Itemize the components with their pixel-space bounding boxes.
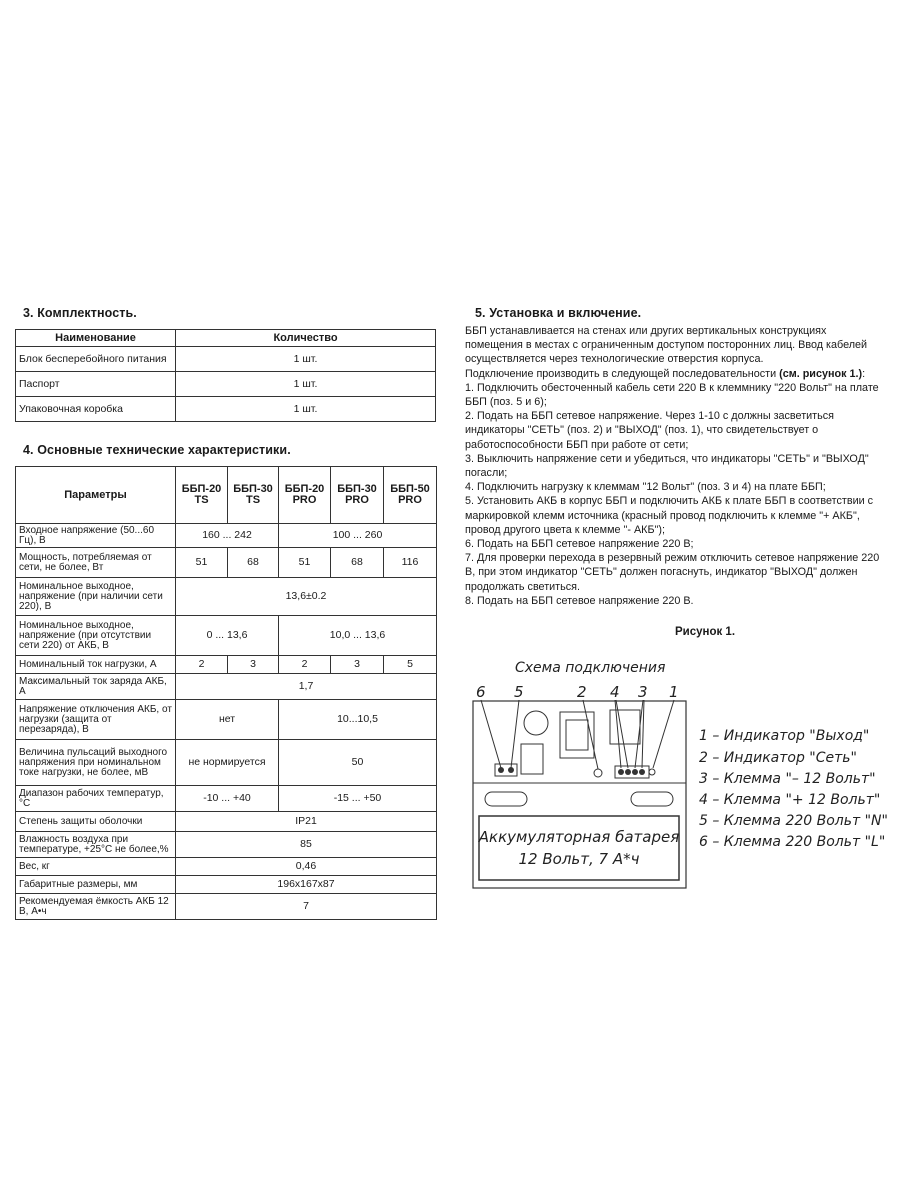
capacitor-shape bbox=[524, 711, 548, 735]
callout-3: 3 bbox=[638, 683, 648, 701]
table-row bbox=[16, 674, 437, 700]
terminal-screw bbox=[639, 769, 645, 775]
item-qty: 1 шт. bbox=[176, 397, 436, 422]
leader-line bbox=[511, 700, 519, 768]
battery-label-line1: Аккумуляторная батарея bbox=[478, 828, 680, 846]
param-value: IP21 bbox=[176, 812, 437, 832]
component-shape bbox=[521, 744, 543, 774]
header-name: Наименование bbox=[16, 330, 176, 347]
indicator-network bbox=[594, 769, 602, 777]
param-value: 2 bbox=[279, 656, 331, 674]
table-row bbox=[16, 372, 436, 397]
header-model: ББП-30 PRO bbox=[331, 467, 384, 524]
cable-slot bbox=[631, 792, 673, 806]
figure-reference: (см. рисунок 1.) bbox=[779, 367, 863, 380]
legend-item: 3 – Клемма "– 12 Вольт" bbox=[699, 771, 876, 787]
tech-table bbox=[15, 466, 437, 920]
leader-line bbox=[653, 700, 674, 768]
param-value: нет bbox=[176, 700, 279, 740]
param-value: 50 bbox=[279, 740, 437, 786]
param-name: Максимальный ток заряда АКБ, А bbox=[16, 674, 176, 700]
table-row bbox=[16, 894, 437, 920]
param-value: 51 bbox=[176, 548, 228, 578]
transformer-core-shape bbox=[566, 720, 588, 750]
table-row bbox=[16, 832, 437, 858]
install-intro: ББП устанавливается на стенах или других вертикальных конструкциях помещения в местах с ограниченным доступом посторонних лиц. Ввод кабелей осуществляется через технологические отверстия корпуса. bbox=[465, 325, 868, 366]
header-qty: Количество bbox=[176, 330, 436, 347]
table-row bbox=[16, 524, 437, 548]
header-model: ББП-20 TS bbox=[176, 467, 228, 524]
item-name: Упаковочная коробка bbox=[16, 397, 176, 422]
callout-2: 2 bbox=[577, 683, 587, 701]
param-name: Габаритные размеры, мм bbox=[16, 876, 176, 894]
param-value: 160 ... 242 bbox=[176, 524, 279, 548]
param-value: 3 bbox=[228, 656, 279, 674]
table-row bbox=[16, 548, 437, 578]
param-name: Номинальное выходное, напряжение (при наличии сети 220), В bbox=[16, 578, 176, 616]
install-step: 3. Выключить напряжение сети и убедиться, что индикаторы "СЕТЬ" и "ВЫХОД" погасли; bbox=[465, 452, 869, 480]
terminal-screw bbox=[632, 769, 638, 775]
component-shape bbox=[610, 710, 640, 744]
param-value: 85 bbox=[176, 832, 437, 858]
param-name: Диапазон рабочих температур, °С bbox=[16, 786, 176, 812]
param-value: 116 bbox=[384, 548, 437, 578]
param-value: 100 ... 260 bbox=[279, 524, 437, 548]
param-value: 1,7 bbox=[176, 674, 437, 700]
table-row bbox=[16, 858, 437, 876]
param-name: Рекомендуемая ёмкость АКБ 12 В, А•ч bbox=[16, 894, 176, 920]
table-header-row bbox=[16, 467, 437, 524]
install-step: 6. Подать на ББП сетевое напряжение 220 В; bbox=[465, 538, 694, 551]
table-header-row bbox=[16, 330, 436, 347]
param-value: 68 bbox=[331, 548, 384, 578]
table-row bbox=[16, 656, 437, 674]
item-qty: 1 шт. bbox=[176, 372, 436, 397]
param-name: Мощность, потребляемая от сети, не более, Вт bbox=[16, 548, 176, 578]
install-step: 4. Подключить нагрузку к клеммам "12 Вольт" (поз. 3 и 4) на плате ББП; bbox=[465, 481, 826, 494]
table-row bbox=[16, 740, 437, 786]
param-name: Напряжение отключения АКБ, от нагрузки (защита от перезаряда), В bbox=[16, 700, 176, 740]
install-text bbox=[465, 324, 885, 608]
param-name: Вес, кг bbox=[16, 858, 176, 876]
table-row bbox=[16, 700, 437, 740]
table-row bbox=[16, 786, 437, 812]
param-value: 51 bbox=[279, 548, 331, 578]
schema-title: Схема подключения bbox=[515, 660, 666, 676]
install-title: 5. Установка и включение. bbox=[475, 306, 642, 320]
item-name: Паспорт bbox=[16, 372, 176, 397]
battery-label-line2: 12 Вольт, 7 А*ч bbox=[518, 850, 640, 868]
left-column bbox=[15, 306, 436, 920]
header-model: ББП-50 PRO bbox=[384, 467, 437, 524]
table-row bbox=[16, 578, 437, 616]
legend-item: 2 – Индикатор "Сеть" bbox=[699, 750, 857, 766]
callout-5: 5 bbox=[514, 683, 524, 701]
item-name: Блок бесперебойного питания bbox=[16, 347, 176, 372]
figure-caption: Рисунок 1. bbox=[674, 626, 736, 639]
param-value: -10 ... +40 bbox=[176, 786, 279, 812]
completeness-title: 3. Комплектность. bbox=[23, 306, 137, 320]
header-model: ББП-20 PRO bbox=[279, 467, 331, 524]
install-step: 8. Подать на ББП сетевое напряжение 220 В. bbox=[465, 594, 694, 607]
legend-item: 1 – Индикатор "Выход" bbox=[699, 728, 870, 744]
item-qty: 1 шт. bbox=[176, 347, 436, 372]
param-name: Степень защиты оболочки bbox=[16, 812, 176, 832]
sequence-lead: Подключение производить в следующей последовательности bbox=[465, 367, 780, 380]
table-row bbox=[16, 347, 436, 372]
param-value: 10...10,5 bbox=[279, 700, 437, 740]
param-value: 0,46 bbox=[176, 858, 437, 876]
sequence-tail: : bbox=[862, 367, 866, 380]
param-value: 68 bbox=[228, 548, 279, 578]
param-value: 5 bbox=[384, 656, 437, 674]
param-name: Величина пульсаций выходного напряжения при номинальном токе нагрузки, не более, мВ bbox=[16, 740, 176, 786]
connection-diagram bbox=[465, 656, 895, 896]
table-row bbox=[16, 812, 437, 832]
param-value: 0 ... 13,6 bbox=[176, 616, 279, 656]
right-column bbox=[465, 306, 885, 638]
param-value: не нормируется bbox=[176, 740, 279, 786]
param-name: Входное напряжение (50...60 Гц), В bbox=[16, 524, 176, 548]
param-name: Номинальное выходное, напряжение (при отсутствии сети 220) от АКБ, В bbox=[16, 616, 176, 656]
param-value: -15 ... +50 bbox=[279, 786, 437, 812]
legend-item: 6 – Клемма 220 Вольт "L" bbox=[699, 834, 886, 850]
cable-slot bbox=[485, 792, 527, 806]
indicator-output bbox=[649, 769, 655, 775]
install-step: 7. Для проверки перехода в резервный режим отключить сетевое напряжение 220 В, при этом индикатор "СЕТЬ" должен погаснуть, индикатор "ВЫХОД" должен продолжать светиться. bbox=[465, 552, 880, 593]
table-row bbox=[16, 616, 437, 656]
param-value: 10,0 ... 13,6 bbox=[279, 616, 437, 656]
param-value: 13,6±0.2 bbox=[176, 578, 437, 616]
install-step: 5. Установить АКБ в корпус ББП и подключить АКБ к плате ББП в соответствии с маркировкой клемм источника (красный провод подключить к клемме "+ АКБ", провод другого цвета к клемме "- АКБ"); bbox=[465, 495, 874, 536]
legend-item: 4 – Клемма "+ 12 Вольт" bbox=[699, 792, 881, 808]
table-row bbox=[16, 876, 437, 894]
leader-line bbox=[481, 700, 501, 768]
install-step: 2. Подать на ББП сетевое напряжение. Через 1-10 с должны засветиться индикаторы "СЕТЬ" (поз. 2) и "ВЫХОД" (поз. 1), что свидетельствует о работоспособности ББП при работе от сети; bbox=[465, 410, 834, 451]
table-row bbox=[16, 397, 436, 422]
param-value: 7 bbox=[176, 894, 437, 920]
leader-line bbox=[583, 700, 598, 769]
install-sequence bbox=[465, 367, 885, 381]
header-model: ББП-30 TS bbox=[228, 467, 279, 524]
callout-4: 4 bbox=[610, 683, 620, 701]
param-value: 196х167х87 bbox=[176, 876, 437, 894]
tech-title: 4. Основные технические характеристики. bbox=[23, 443, 291, 457]
param-value: 2 bbox=[176, 656, 228, 674]
param-name: Номинальный ток нагрузки, А bbox=[16, 656, 176, 674]
legend-item: 5 – Клемма 220 Вольт "N" bbox=[699, 813, 888, 829]
completeness-table bbox=[15, 329, 436, 422]
install-step: 1. Подключить обесточенный кабель сети 220 В к клеммнику "220 Вольт" на плате ББП (поз. 5 и 6); bbox=[465, 381, 879, 409]
param-name: Влажность воздуха при температуре, +25°С не более,% bbox=[16, 832, 176, 858]
transformer-shape bbox=[560, 712, 594, 758]
callout-6: 6 bbox=[476, 683, 486, 701]
header-params: Параметры bbox=[16, 467, 176, 524]
terminal-screw bbox=[625, 769, 631, 775]
param-value: 3 bbox=[331, 656, 384, 674]
callout-1: 1 bbox=[669, 683, 679, 701]
connection-diagram-svg bbox=[465, 656, 895, 896]
terminal-screw bbox=[618, 769, 624, 775]
battery-outline bbox=[479, 816, 679, 880]
